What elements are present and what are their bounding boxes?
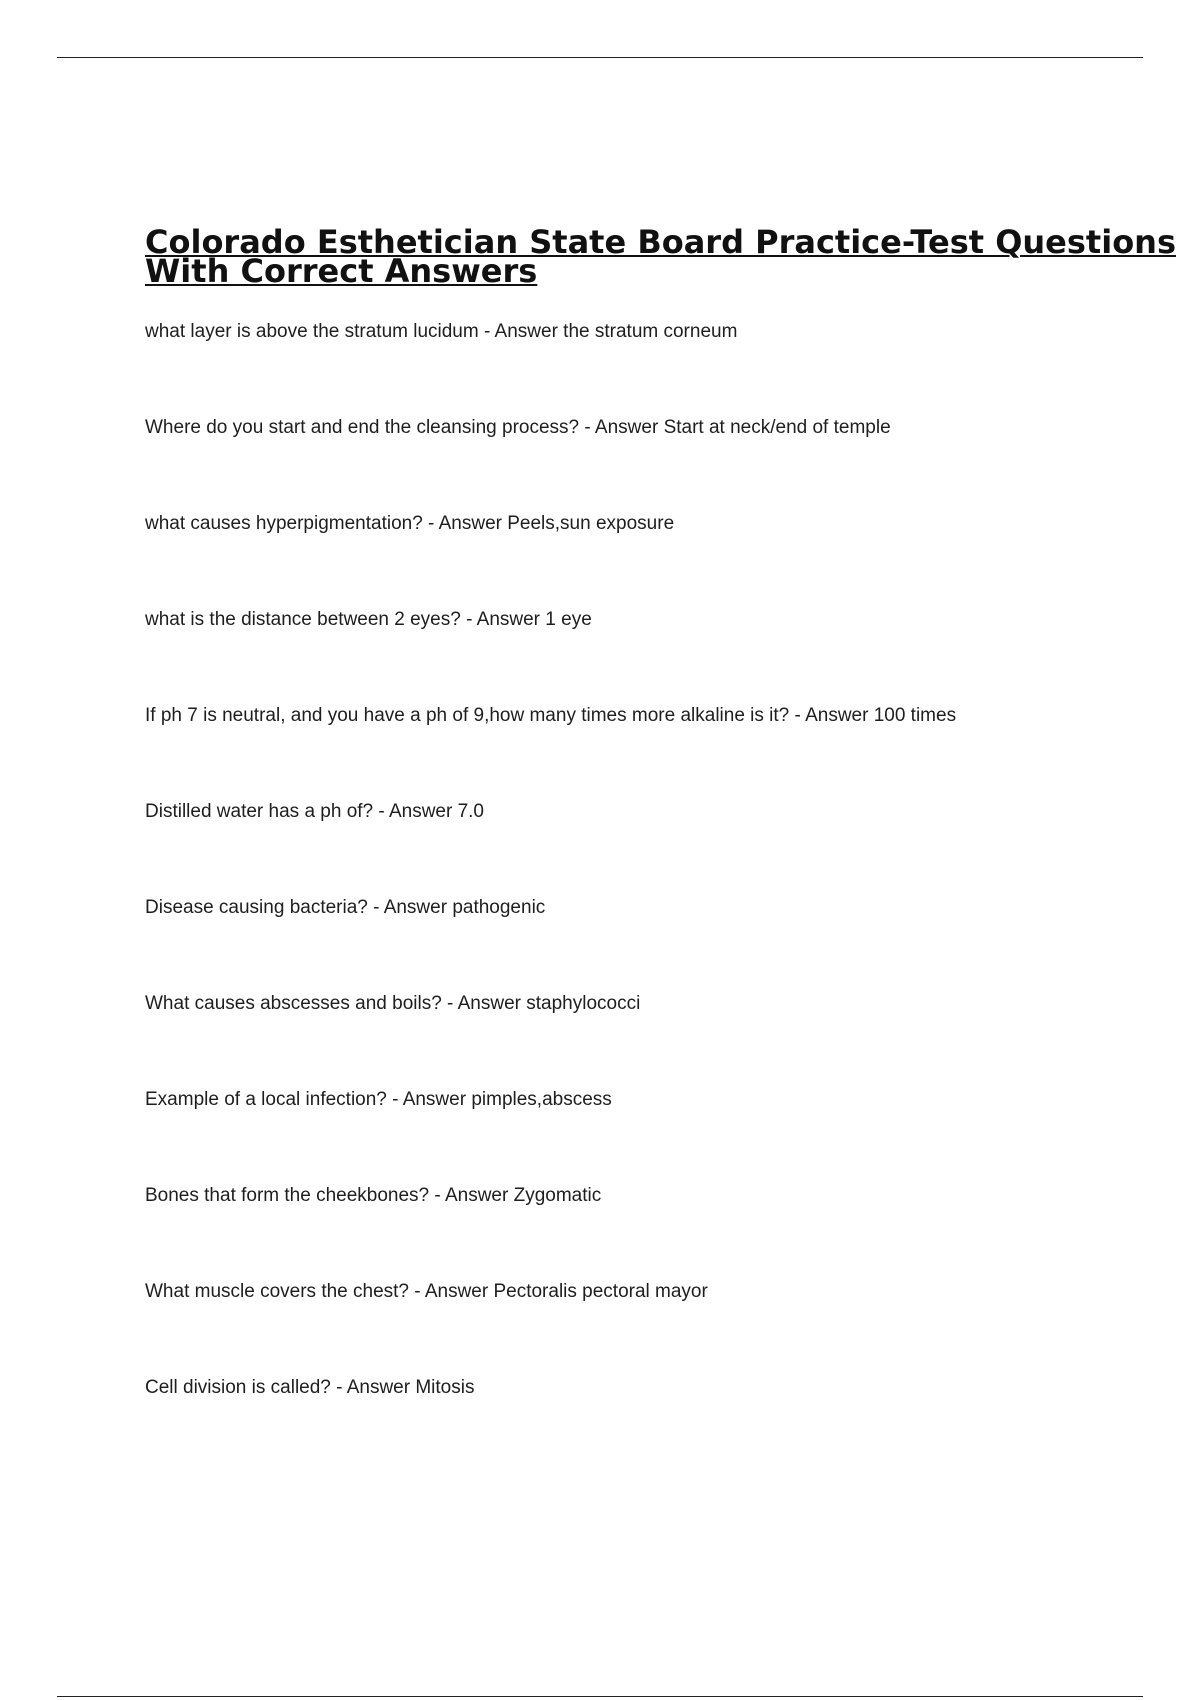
qa-item: What causes abscesses and boils? - Answer staphylococci (145, 993, 641, 1014)
qa-item: what layer is above the stratum lucidum - Answer the stratum corneum (145, 321, 738, 342)
qa-item: Where do you start and end the cleansing process? - Answer Start at neck/end of temple (145, 417, 891, 438)
qa-item: Disease causing bacteria? - Answer pathogenic (145, 897, 546, 918)
qa-item: Example of a local infection? - Answer pimples,abscess (145, 1089, 612, 1110)
qa-list (145, 320, 1145, 1472)
qa-item: Distilled water has a ph of? - Answer 7.0 (145, 801, 485, 822)
top-divider (57, 57, 1143, 58)
qa-item: Bones that form the cheekbones? - Answer Zygomatic (145, 1185, 602, 1206)
document-title (145, 223, 1176, 290)
title-line-1: Colorado Esthetician State Board Practice-Test Questions (145, 223, 1176, 261)
qa-item: What muscle covers the chest? - Answer Pectoralis pectoral mayor (145, 1281, 708, 1302)
qa-item: what causes hyperpigmentation? - Answer Peels,sun exposure (145, 513, 675, 534)
qa-item: Cell division is called? - Answer Mitosis (145, 1377, 475, 1398)
bottom-divider (57, 1696, 1143, 1697)
qa-item: what is the distance between 2 eyes? - Answer 1 eye (145, 609, 592, 630)
qa-item: If ph 7 is neutral, and you have a ph of 9,how many times more alkaline is it? - Answer 100 times (145, 705, 957, 726)
title-line-2: With Correct Answers (145, 252, 538, 290)
